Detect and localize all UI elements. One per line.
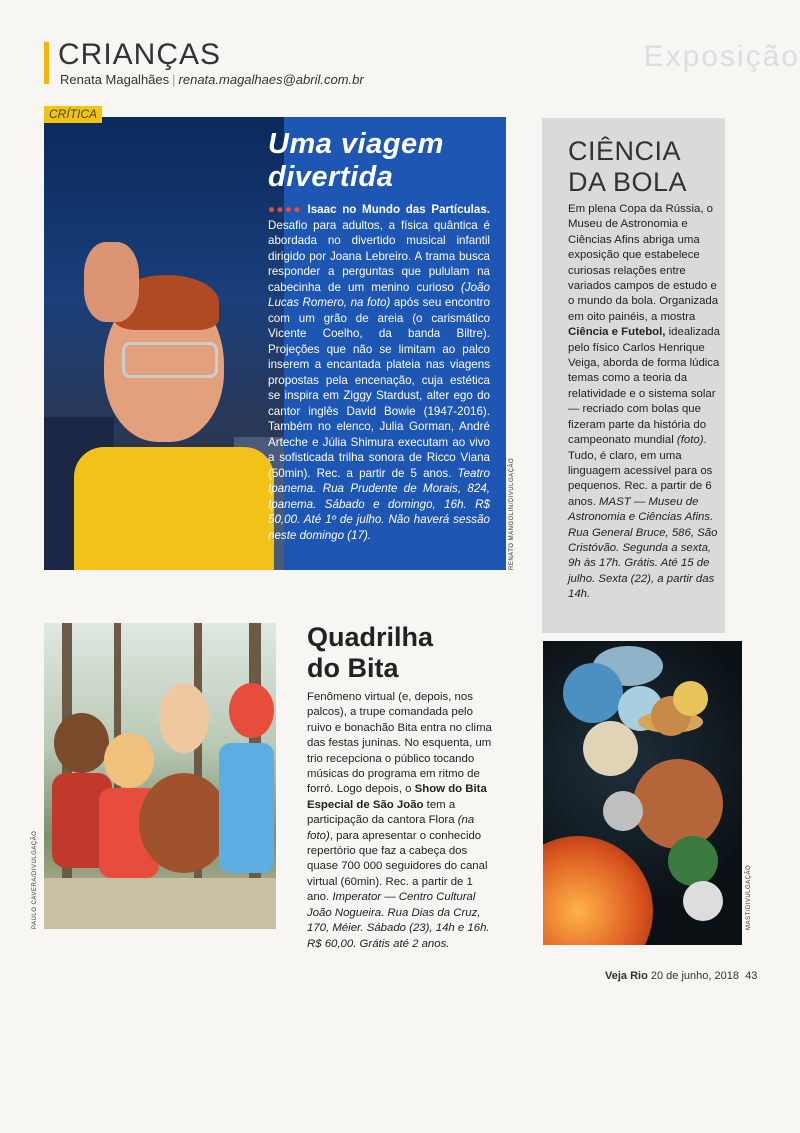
section-accent-bar <box>44 42 49 84</box>
quadrilha-body: Fenômeno virtual (e, depois, nos palcos), a trupe comandada pelo ruivo e bonachão Bita entra no clima das festas juninas. No esquenta, um trio recepciona o público tocando músicas do programa em ritmo de forró. Logo depois, o Show do Bita Especial de São João tem a participação da cantora Flora (na foto), para apresentar o conhecido repertório que faz a cabeça dos quase 700 000 seguidores do canal virtual (60min). Rec. a partir de 1 ano. Imperator — Centro Cultural João Nogueira. Rua Dias da Cruz, 170, Méier. Sábado (23), 14h e 16h. R$ 60,00. Grátis até 2 anos. <box>307 691 492 950</box>
critica-venue-info: Teatro Ipanema. Rua Prudente de Morais, 824, Ipanema. Sábado e domingo, 16h. R$ 50,00. Até 1º de julho. Não haverá sessão neste domingo (17). <box>268 466 490 542</box>
quadrilha-photo <box>44 623 276 929</box>
page-footer <box>605 970 757 982</box>
issue-date: 20 de junho, 2018 <box>650 970 739 982</box>
author-email[interactable]: renata.magalhaes@abril.com.br <box>178 72 364 87</box>
magazine-name: Veja Rio <box>605 970 648 982</box>
show-name: Isaac no Mundo das Partículas. <box>307 203 490 216</box>
planets-photo-credit: MAST/DIVULGAÇÃO <box>746 864 752 930</box>
rating-stars-icon: ●●●● <box>268 203 302 216</box>
quadrilha-venue-info: Imperator — Centro Cultural João Nogueira. Rua Dias da Cruz, 170, Méier. Sábado (23), 14h e 16h. R$ 60,00. Grátis até 2 anos. <box>307 891 490 950</box>
quadrilha-headline: Quadrilha do Bita <box>307 622 434 683</box>
quadrilha-photo-credit: PAULO CAVERA/DIVULGAÇÃO <box>32 830 38 929</box>
ciencia-body: Em plena Copa da Rússia, o Museu de Astronomia e Ciências Afins abriga uma exposição que estabelece curiosas relações entre variados campos de estudo e o mundo da bola. Organizada em oito painéis, a mostra Ciência e Futebol, idealizada pelo físico Carlos Henrique Veiga, aborda de forma lúdica temas como a teoria da relatividade e o sistema solar — recriado com bolas que fizeram parte da história do campeonato mundial (foto). Tudo, é claro, em uma linguagem acessível para os pequenos. Rec. a partir de 6 anos. MAST — Museu de Astronomia e Ciências Afins. Rua General Bruce, 586, São Cristóvão. Segunda a sexta, 9h às 17h. Grátis. Até 15 de julho. Sexta (22), a partir das 14h. <box>568 203 720 601</box>
critica-photo-credit: RENATO MANGOLIN/DIVULGAÇÃO <box>509 457 515 570</box>
author-line <box>60 72 364 87</box>
critica-body: ●●●● Isaac no Mundo das Partículas. Desafio para adultos, a física quântica é abordada no divertido musical infantil dirigido por Joana Lebreiro. A trama busca responder a perguntas que pululam na cabecinha de um menino curioso (João Lucas Romero, na foto) após seu encontro com um grão de areia (o carismático Vicente Coelho, da banda Biltre). Projeções que não se limitam ao palco inserem a encantada plateia nas viagens propostas pela encenação, cuja estética se inspira em Ziggy Stardust, alter ego do cantor inglês David Bowie (1947-2016). Também no elenco, Julia Gorman, André Arteche e Júlia Shimura executam ao vivo a sofisticada trilha sonora de Ricco Viana (50min). Rec. a partir de 5 anos. Teatro Ipanema. Rua Prudente de Morais, 824, Ipanema. Sábado e domingo, 16h. R$ 50,00. Até 1º de julho. Não haverá sessão neste domingo (17). <box>268 203 490 542</box>
critica-photo <box>44 117 284 570</box>
ciencia-venue-info: MAST — Museu de Astronomia e Ciências Afins. Rua General Bruce, 586, São Cristóvão. Segunda a sexta, 9h às 17h. Grátis. Até 15 de julho. Sexta (22), a partir das 14h. <box>568 495 718 601</box>
bleed-through-text: Exposição <box>643 40 800 73</box>
critica-tag: CRÍTICA <box>44 106 102 123</box>
page-number: 43 <box>745 970 758 982</box>
author-name: Renata Magalhães <box>60 72 170 87</box>
author-separator: | <box>172 72 176 87</box>
ciencia-headline: CIÊNCIA DA BOLA <box>568 136 688 197</box>
critica-headline: Uma viagem divertida <box>268 128 444 193</box>
planets-photo <box>543 641 742 945</box>
section-title: CRIANÇAS <box>58 38 222 71</box>
